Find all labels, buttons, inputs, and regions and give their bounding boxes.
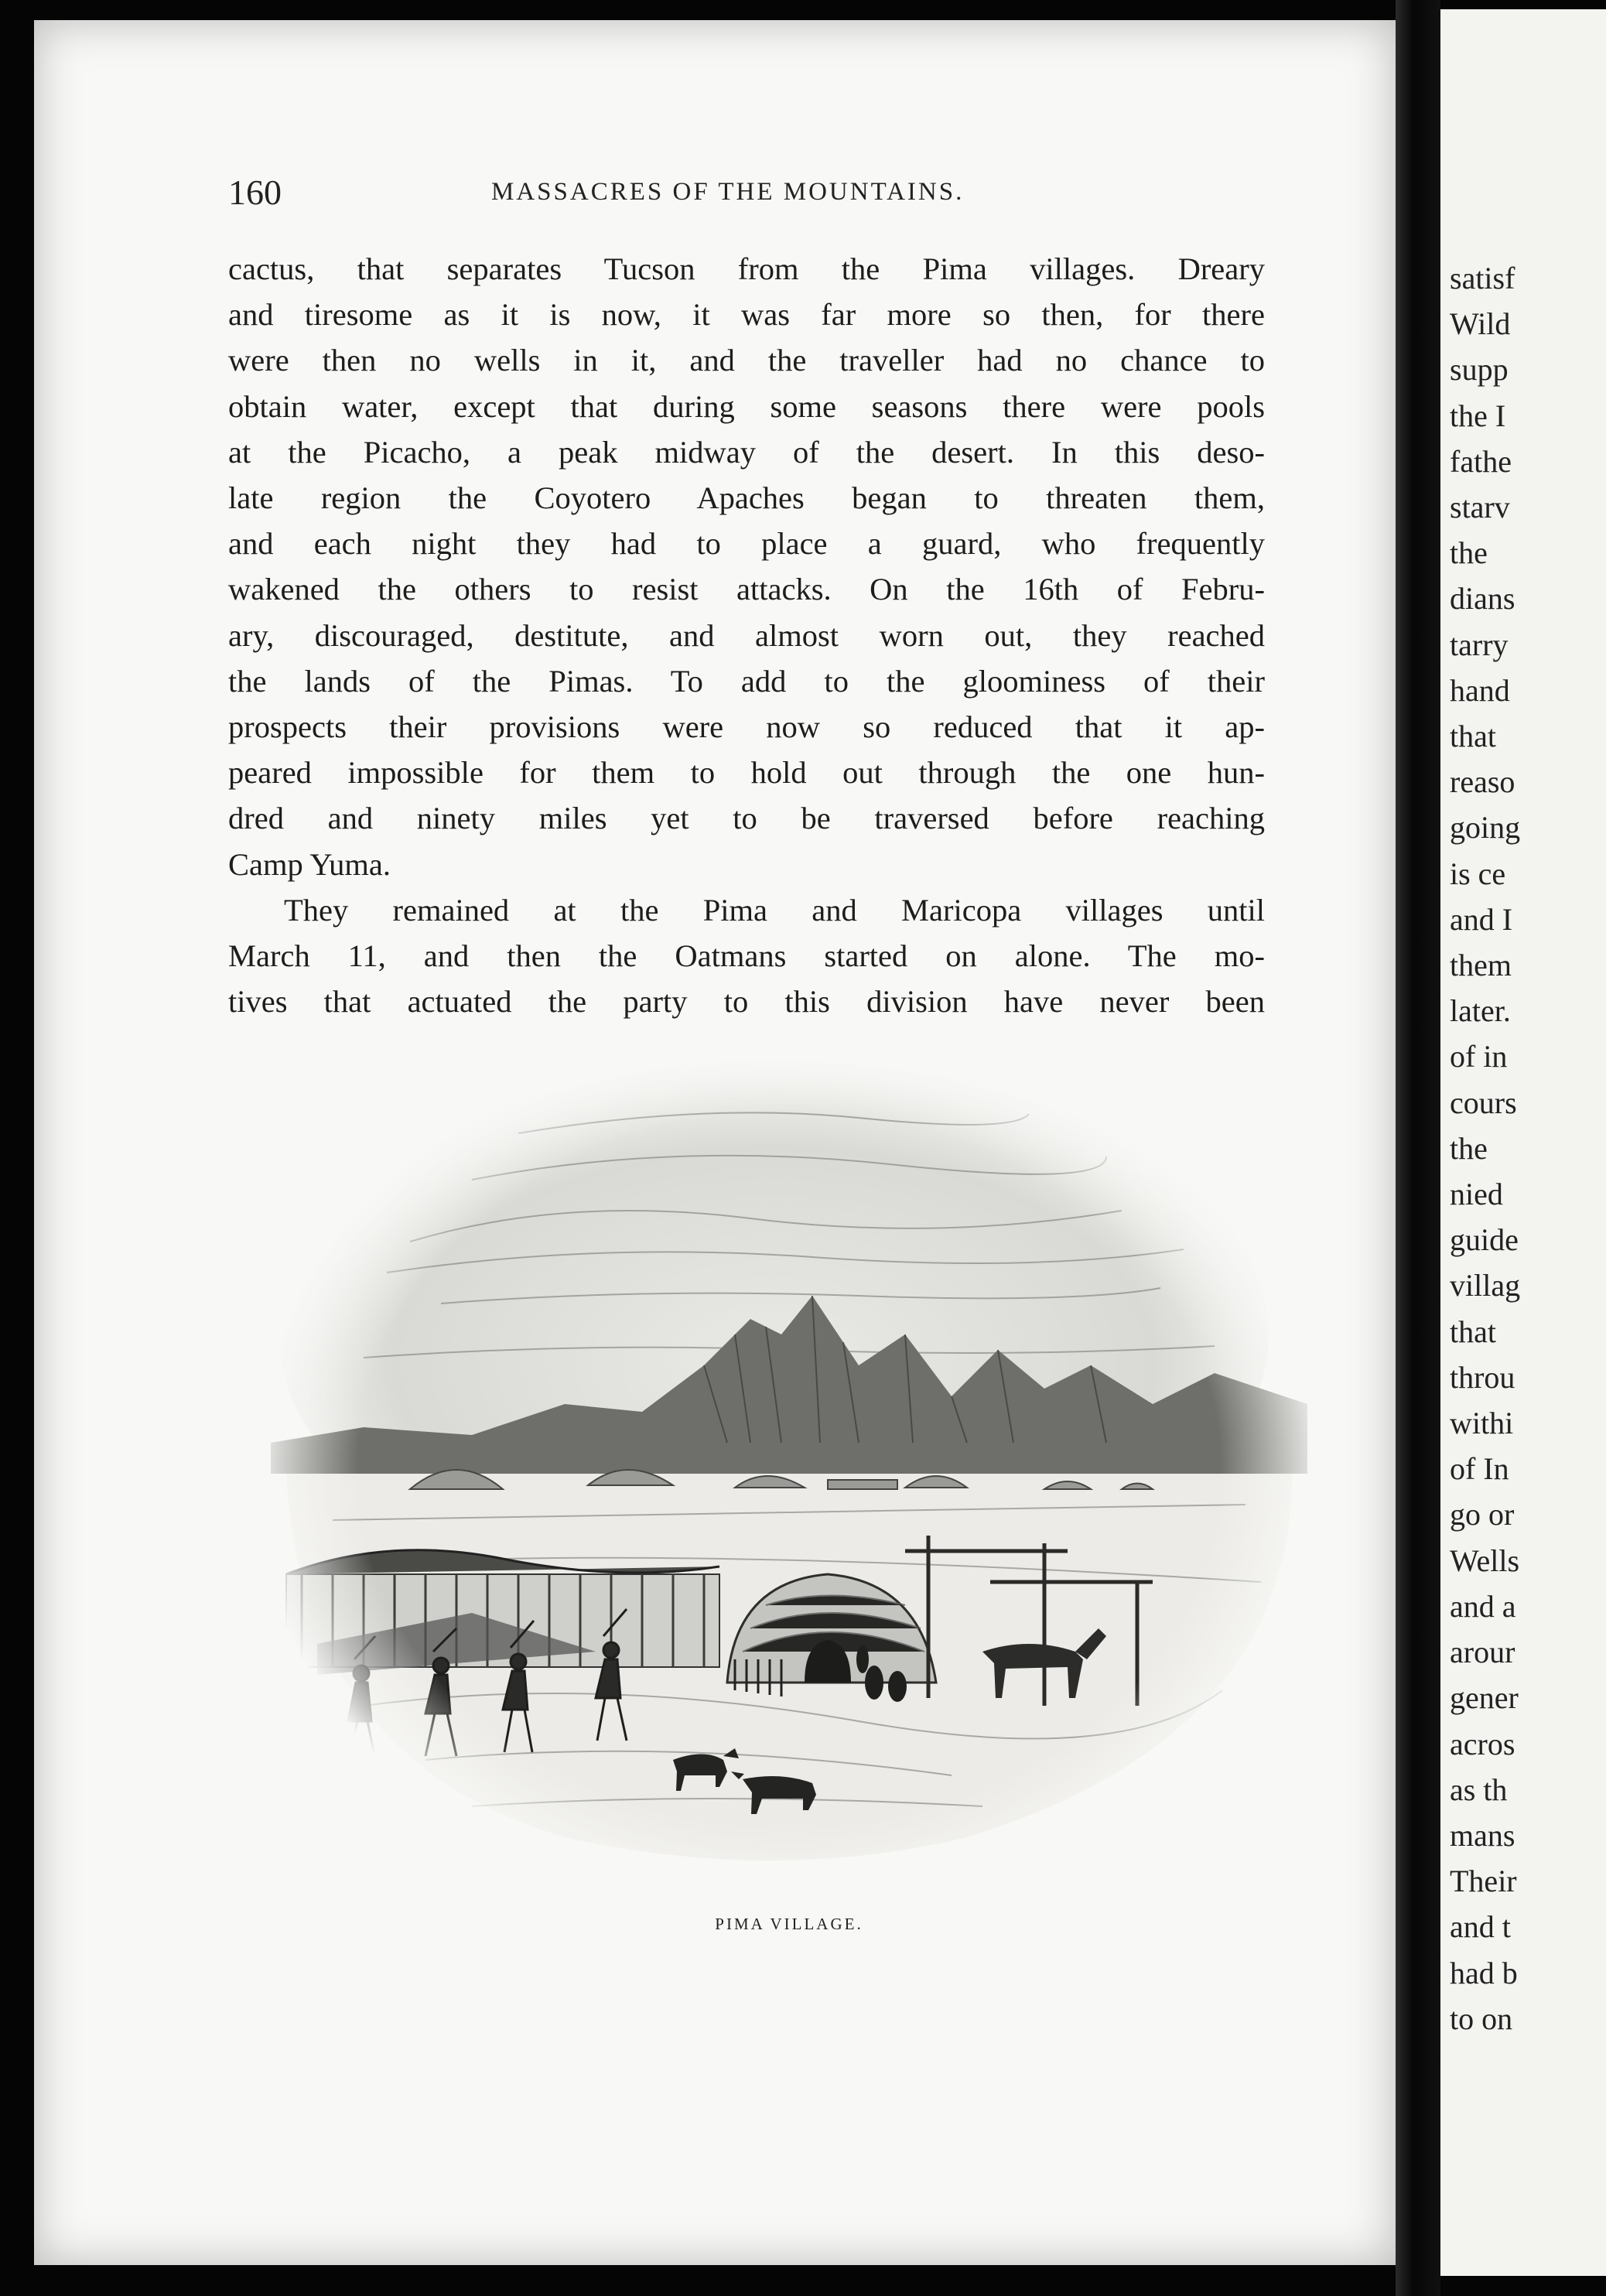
text-fragment: nied — [1450, 1177, 1503, 1212]
text-fragment: mans — [1450, 1817, 1515, 1853]
text-fragment: dians — [1450, 581, 1515, 617]
text-fragment: and t — [1450, 1909, 1511, 1945]
book-gutter — [1396, 0, 1440, 2296]
text-fragment: arour — [1450, 1635, 1515, 1670]
text-fragment: the — [1450, 535, 1488, 571]
text-fragment: satisf — [1450, 261, 1515, 296]
body-text — [228, 246, 1265, 1024]
text-fragment: is ce — [1450, 856, 1506, 891]
text-line: were then no wells in it, and the traveller had no chance to — [228, 343, 1265, 378]
text-line: wakened the others to resist attacks. On the 16th of Febru- — [228, 572, 1265, 607]
text-fragment: to on — [1450, 2000, 1513, 2036]
text-line: Camp Yuma. — [228, 846, 391, 882]
running-head-title: MASSACRES OF THE MOUNTAINS. — [491, 178, 965, 206]
text-fragment: the I — [1450, 398, 1506, 433]
text-line: obtain water, except that during some seasons there were pools — [228, 388, 1265, 424]
page-number: 160 — [228, 173, 282, 212]
text-fragment: of in — [1450, 1039, 1508, 1075]
text-line: March 11, and then the Oatmans started on alone. The mo- — [228, 938, 1265, 974]
text-fragment: that — [1450, 719, 1496, 754]
text-fragment: and a — [1450, 1588, 1516, 1624]
text-fragment: the — [1450, 1130, 1488, 1166]
text-line: late region the Coyotero Apaches began to threaten them, — [228, 480, 1265, 516]
text-fragment: Wild — [1450, 306, 1511, 342]
text-line: ary, discouraged, destitute, and almost worn out, they reached — [228, 617, 1265, 653]
right-page-text-fragments — [1450, 255, 1606, 2041]
right-page — [1440, 9, 1606, 2276]
text-fragment: gener — [1450, 1680, 1519, 1716]
text-line: the lands of the Pimas. To add to the gloominess of their — [228, 663, 1265, 699]
text-fragment: acros — [1450, 1726, 1515, 1761]
text-fragment: and I — [1450, 901, 1513, 937]
text-line: tives that actuated the party to this division have never been — [228, 984, 1265, 1020]
text-line: at the Picacho, a peak midway of the desert. In this deso- — [228, 434, 1265, 470]
text-fragment: them — [1450, 948, 1512, 983]
text-fragment: go or — [1450, 1497, 1515, 1532]
text-fragment: later. — [1450, 993, 1511, 1029]
text-fragment: throu — [1450, 1359, 1515, 1395]
text-fragment: withi — [1450, 1406, 1514, 1441]
text-fragment: reaso — [1450, 764, 1515, 800]
text-line: prospects their provisions were now so reduced that it ap- — [228, 709, 1265, 745]
paragraph-start-line: They remained at the Pima and Maricopa villages until — [284, 892, 1265, 928]
text-fragment: starv — [1450, 490, 1510, 525]
text-fragment: of In — [1450, 1451, 1509, 1487]
running-head — [228, 172, 1265, 218]
pima-village-engraving — [271, 1040, 1307, 1899]
text-line: dred and ninety miles yet to be traversed before reaching — [228, 801, 1265, 836]
text-fragment: that — [1450, 1314, 1496, 1349]
text-fragment: villag — [1450, 1268, 1521, 1303]
text-fragment: fathe — [1450, 443, 1512, 479]
text-fragment: going — [1450, 810, 1521, 846]
text-fragment: had b — [1450, 1955, 1518, 1990]
text-line: peared impossible for them to hold out through the one hun- — [228, 755, 1265, 791]
text-line: cactus, that separates Tucson from the Pima villages. Dreary — [228, 251, 1265, 286]
text-fragment: tarry — [1450, 627, 1509, 662]
text-fragment: cours — [1450, 1085, 1517, 1120]
text-line: and each night they had to place a guard, who frequently — [228, 526, 1265, 562]
text-line: and tiresome as it is now, it was far more so then, for there — [228, 297, 1265, 333]
text-fragment: as th — [1450, 1772, 1508, 1807]
text-fragment: supp — [1450, 352, 1509, 388]
text-fragment: guide — [1450, 1222, 1519, 1258]
text-fragment: Their — [1450, 1864, 1517, 1899]
text-fragment: Wells — [1450, 1543, 1520, 1578]
illustration-caption: PIMA VILLAGE. — [715, 1915, 863, 1933]
text-fragment: hand — [1450, 672, 1510, 708]
